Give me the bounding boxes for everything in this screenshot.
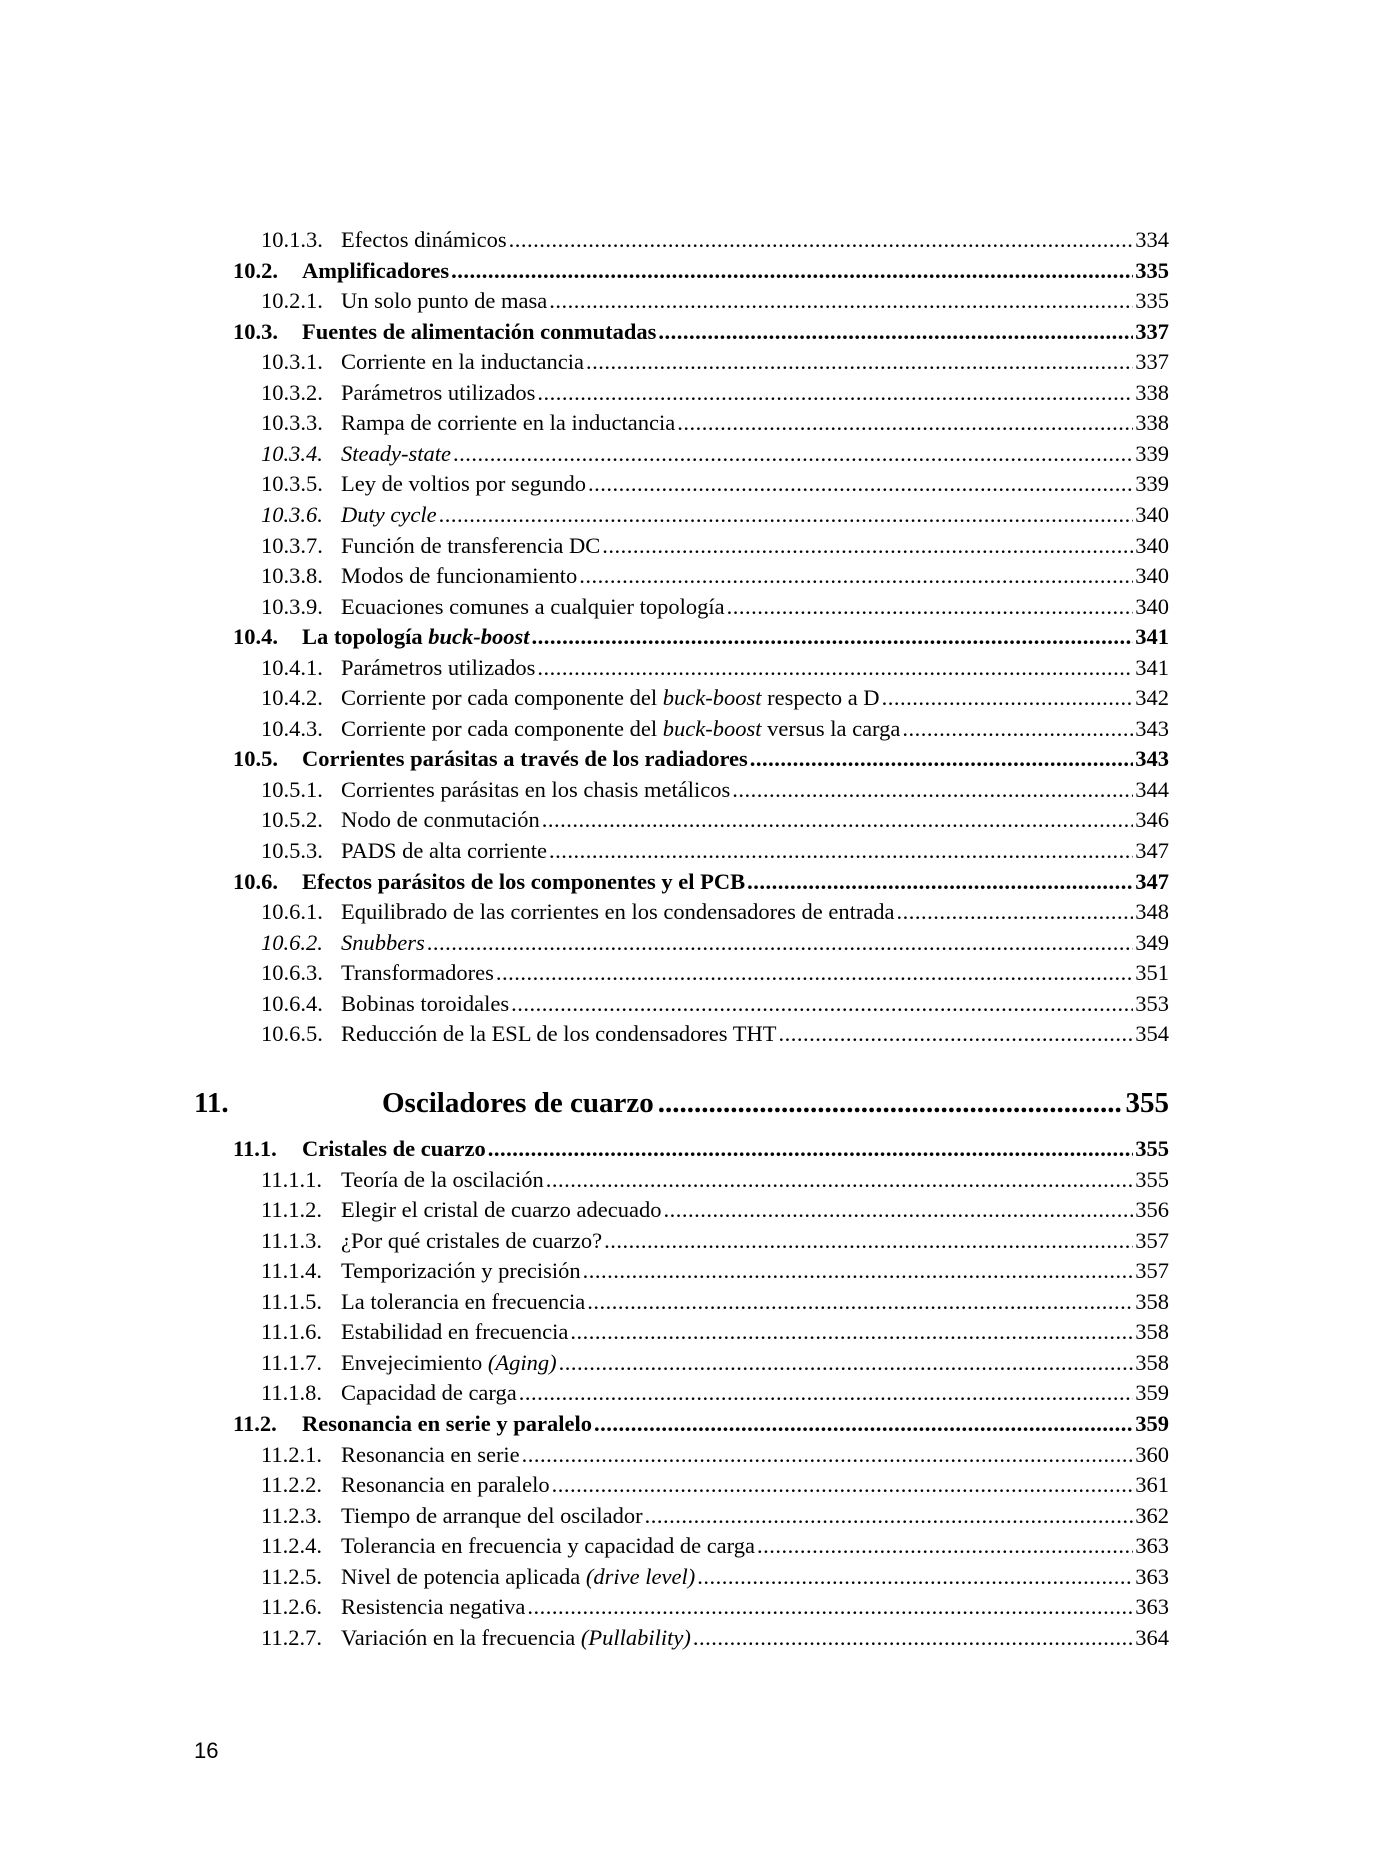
entry-number: 10.3.1.: [261, 349, 323, 375]
toc-subsection-entry: [261, 1562, 1169, 1592]
leader-dots: [537, 653, 1133, 683]
entry-number: 10.3.6.: [261, 501, 323, 527]
entry-number: 10.6.2.: [261, 929, 323, 955]
leader-dots: [522, 1440, 1134, 1470]
entry-number: 10.4.: [233, 624, 278, 650]
entry-number: 10.5.3.: [261, 838, 323, 863]
leader-dots: [897, 897, 1134, 927]
entry-page: 339: [1135, 471, 1169, 497]
chapter-page: 355: [1125, 1087, 1169, 1119]
entry-number: 11.1.7.: [261, 1349, 323, 1375]
entry-page: 353: [1135, 990, 1169, 1016]
entry-number: 10.3.2.: [261, 379, 323, 405]
entry-page: 355: [1135, 1166, 1169, 1192]
leader-dots: [549, 286, 1133, 316]
leader-dots: [693, 1623, 1133, 1653]
entry-title: Función de transferencia DC: [341, 532, 601, 558]
toc-section-entry: [233, 622, 1169, 652]
toc-subsection-entry: [261, 1317, 1169, 1347]
entry-page: 344: [1135, 776, 1169, 802]
entry-title: Modos de funcionamiento: [341, 563, 578, 589]
toc-section-entry: [233, 256, 1169, 286]
entry-title: Resistencia negativa: [341, 1594, 526, 1620]
entry-title: Resonancia en serie: [341, 1441, 520, 1467]
entry-number: 10.1.3.: [261, 227, 323, 252]
entry-number: 10.4.3.: [261, 715, 323, 741]
entry-page: 361: [1135, 1472, 1169, 1498]
entry-page: 357: [1135, 1258, 1169, 1284]
entry-title: ¿Por qué cristales de cuarzo?: [341, 1227, 603, 1253]
entry-title-italic: (Aging): [487, 1349, 557, 1375]
entry-title: Duty cycle: [341, 501, 437, 527]
leader-dots: [658, 317, 1133, 347]
toc-subsection-entry: [261, 347, 1169, 377]
entry-page: 348: [1135, 899, 1169, 925]
toc-subsection-entry: [261, 1531, 1169, 1561]
entry-number: 10.6.3.: [261, 960, 323, 986]
leader-dots: [588, 469, 1133, 499]
entry-number: 11.2.7.: [261, 1624, 323, 1650]
entry-page: 363: [1135, 1533, 1169, 1559]
entry-page: 334: [1135, 227, 1169, 252]
entry-title: PADS de alta corriente: [341, 838, 547, 863]
entry-title: Rampa de corriente en la inductancia: [341, 410, 676, 436]
leader-dots: [902, 714, 1133, 744]
entry-number: 10.3.4.: [261, 440, 323, 466]
toc-subsection-entry: [261, 775, 1169, 805]
leader-dots: [757, 1531, 1133, 1561]
entry-number: 10.3.3.: [261, 410, 323, 436]
entry-title: [341, 1562, 695, 1592]
leader-dots: [583, 1256, 1134, 1286]
entry-page: 340: [1135, 563, 1169, 589]
entry-number: 11.2.2.: [261, 1472, 323, 1498]
leader-dots: [549, 836, 1133, 866]
toc-subsection-entry: [261, 1623, 1169, 1653]
entry-number: 10.5.2.: [261, 807, 323, 833]
entry-title: Ecuaciones comunes a cualquier topología: [341, 593, 725, 619]
toc-subsection-entry: [261, 1440, 1169, 1470]
entry-title: Capacidad de carga: [341, 1380, 517, 1406]
entry-page: 360: [1135, 1441, 1169, 1467]
entry-title-part: Corriente por cada componente del: [341, 715, 663, 741]
entry-number: 10.4.1.: [261, 654, 323, 680]
entry-page: 358: [1135, 1288, 1169, 1314]
entry-number: 11.1.: [233, 1136, 277, 1161]
entry-number: 10.3.: [233, 318, 278, 344]
entry-page: 339: [1135, 440, 1169, 466]
entry-page: 343: [1135, 746, 1169, 772]
entry-page: 338: [1135, 379, 1169, 405]
entry-title: La tolerancia en frecuencia: [341, 1288, 586, 1314]
entry-page: 335: [1135, 257, 1169, 283]
leader-dots: [586, 347, 1133, 377]
entry-number: 11.1.4.: [261, 1258, 323, 1284]
entry-number: 11.2.5.: [261, 1563, 323, 1589]
leader-dots: [697, 1562, 1133, 1592]
toc-subsection-entry: [261, 469, 1169, 499]
toc-subsection-entry: [261, 225, 1169, 255]
toc-subsection-entry: [261, 1378, 1169, 1408]
entry-number: 10.2.1.: [261, 288, 323, 314]
entry-title: Resonancia en serie y paralelo: [302, 1410, 592, 1436]
leader-dots: [587, 1287, 1133, 1317]
entry-page: 355: [1135, 1136, 1169, 1161]
leader-dots: [532, 622, 1134, 652]
toc-section-entry: [233, 1409, 1169, 1439]
entry-title-italic: buck-boost: [662, 715, 762, 741]
entry-number: 11.2.: [233, 1410, 277, 1436]
entry-number: 10.3.5.: [261, 471, 323, 497]
toc-subsection-entry: [261, 836, 1169, 866]
leader-dots: [727, 592, 1134, 622]
entry-title: Tiempo de arranque del oscilador: [341, 1502, 643, 1528]
entry-page: 341: [1135, 624, 1169, 650]
toc-subsection-entry: [261, 897, 1169, 927]
entry-title: Ley de voltios por segundo: [341, 471, 586, 497]
leader-dots: [552, 1470, 1134, 1500]
entry-title: Elegir el cristal de cuarzo adecuado: [341, 1197, 662, 1223]
entry-page: 338: [1135, 410, 1169, 436]
leader-dots: [439, 500, 1134, 530]
entry-number: 10.6.4.: [261, 990, 323, 1016]
entry-page: 340: [1135, 532, 1169, 558]
entry-title: Tolerancia en frecuencia y capacidad de carga: [341, 1533, 755, 1559]
entry-page: 364: [1135, 1624, 1169, 1650]
entry-title-part: respecto a D: [761, 685, 880, 711]
entry-number: 10.2.: [233, 257, 278, 283]
entry-number: 10.5.1.: [261, 776, 323, 802]
entry-title: Equilibrado de las corrientes en los condensadores de entrada: [341, 899, 895, 925]
entry-number: 11.2.6.: [261, 1594, 323, 1620]
leader-dots: [663, 1195, 1133, 1225]
entry-page: 358: [1135, 1349, 1169, 1375]
leader-dots: [594, 1409, 1133, 1439]
entry-title-italic: buck-boost: [662, 685, 762, 711]
page-number: 16: [194, 1738, 219, 1763]
toc-section-entry: [233, 867, 1169, 897]
entry-title: Teoría de la oscilación: [341, 1166, 544, 1192]
leader-dots: [427, 928, 1134, 958]
entry-page: 346: [1135, 807, 1169, 833]
entry-page: 363: [1135, 1594, 1169, 1620]
leader-dots: [604, 1226, 1133, 1256]
toc-subsection-entry: [261, 1226, 1169, 1256]
leader-dots: [882, 683, 1134, 713]
entry-title-part: Envejecimiento: [341, 1349, 488, 1375]
entry-number: 11.1.2.: [261, 1197, 323, 1223]
toc-subsection-entry: [261, 1195, 1169, 1225]
entry-title-part: Variación en la frecuencia: [341, 1624, 581, 1650]
leader-dots: [747, 867, 1133, 897]
toc-subsection-entry: [261, 1256, 1169, 1286]
entry-page: 359: [1135, 1380, 1169, 1406]
toc-subsection-entry: [261, 1470, 1169, 1500]
entry-title: Corrientes parásitas en los chasis metálicos: [341, 776, 731, 802]
leader-dots: [537, 378, 1133, 408]
entry-page: 337: [1135, 318, 1169, 344]
entry-title: Estabilidad en frecuencia: [341, 1319, 569, 1345]
entry-title: [341, 1348, 557, 1378]
leader-dots: [519, 1378, 1134, 1408]
entry-title: Temporización y precisión: [341, 1258, 581, 1284]
entry-page: 362: [1135, 1502, 1169, 1528]
entry-title: [302, 622, 530, 652]
leader-dots: [750, 744, 1133, 774]
toc-subsection-entry: [261, 408, 1169, 438]
entry-page: 335: [1135, 288, 1169, 314]
entry-title: Bobinas toroidales: [341, 990, 510, 1016]
leader-dots: [677, 408, 1133, 438]
toc-subsection-entry: [261, 1501, 1169, 1531]
leader-dots: [559, 1348, 1134, 1378]
entry-title: Nodo de conmutación: [341, 807, 540, 833]
leader-dots: [645, 1501, 1134, 1531]
entry-title: Parámetros utilizados: [341, 654, 536, 680]
leader-dots: [542, 805, 1134, 835]
entry-title: [341, 714, 900, 744]
chapter-title: Osciladores de cuarzo: [382, 1087, 654, 1119]
toc-section-entry: [233, 1134, 1169, 1164]
entry-title: Corrientes parásitas a través de los radiadores: [302, 746, 748, 772]
entry-number: 11.1.6.: [261, 1319, 323, 1345]
entry-title: Cristales de cuarzo: [302, 1136, 486, 1161]
toc-subsection-entry: [261, 1287, 1169, 1317]
entry-page: 351: [1135, 960, 1169, 986]
entry-page: 340: [1135, 501, 1169, 527]
entry-title: Snubbers: [341, 929, 425, 955]
toc-subsection-entry: [261, 714, 1169, 744]
entry-number: 10.3.8.: [261, 563, 323, 589]
toc-subsection-entry: [261, 378, 1169, 408]
entry-number: 11.2.3.: [261, 1502, 323, 1528]
entry-page: 347: [1135, 868, 1169, 894]
entry-number: 11.2.1.: [261, 1441, 323, 1467]
entry-number: 10.3.7.: [261, 532, 323, 558]
entry-page: 359: [1135, 1410, 1169, 1436]
toc-subsection-entry: [261, 1348, 1169, 1378]
leader-dots: [602, 531, 1133, 561]
leader-dots: [527, 1592, 1133, 1622]
entry-page: 356: [1135, 1197, 1169, 1223]
entry-number: 11.1.8.: [261, 1380, 323, 1406]
toc-subsection-entry: [261, 928, 1169, 958]
entry-page: 340: [1135, 593, 1169, 619]
toc-subsection-entry: [261, 958, 1169, 988]
entry-title: Fuentes de alimentación conmutadas: [302, 318, 657, 344]
leader-dots: [779, 1019, 1134, 1049]
toc-subsection-entry: [261, 1019, 1169, 1049]
leader-dots: [451, 256, 1133, 286]
entry-title-italic: (Pullability): [580, 1624, 691, 1650]
toc-subsection-entry: [261, 439, 1169, 469]
toc-subsection-entry: [261, 1592, 1169, 1622]
entry-title: Steady-state: [341, 440, 451, 466]
entry-title-part: versus la carga: [761, 715, 901, 741]
toc-subsection-entry: [261, 286, 1169, 316]
leader-dots: [570, 1317, 1133, 1347]
toc-section-entry: [233, 744, 1169, 774]
entry-page: 349: [1135, 929, 1169, 955]
entry-page: 354: [1135, 1021, 1169, 1047]
leader-dots: [732, 775, 1133, 805]
entry-number: 11.1.5.: [261, 1288, 323, 1314]
leader-dots: [496, 958, 1133, 988]
entry-number: 10.3.9.: [261, 593, 323, 619]
leader-dots: [453, 439, 1133, 469]
entry-title-italic: buck-boost: [428, 624, 530, 650]
toc-subsection-entry: [261, 805, 1169, 835]
entry-page: 358: [1135, 1319, 1169, 1345]
leader-dots: [579, 561, 1133, 591]
entry-title: Efectos dinámicos: [341, 227, 507, 252]
chapter-heading: [194, 1085, 1169, 1121]
entry-number: 10.6.1.: [261, 899, 323, 925]
entry-number: 11.1.1.: [261, 1166, 323, 1192]
entry-page: 357: [1135, 1227, 1169, 1253]
entry-title: Reducción de la ESL de los condensadores THT: [341, 1021, 777, 1047]
entry-title: Efectos parásitos de los componentes y el PCB: [302, 868, 746, 894]
entry-title: Resonancia en paralelo: [341, 1472, 550, 1498]
entry-title: Parámetros utilizados: [341, 379, 536, 405]
leader-dots: [511, 989, 1133, 1019]
toc-section-entry: [233, 317, 1169, 347]
entry-number: 11.1.3.: [261, 1227, 323, 1253]
entry-number: 10.5.: [233, 746, 278, 772]
entry-number: 11.2.4.: [261, 1533, 323, 1559]
entry-title: Amplificadores: [302, 257, 450, 283]
entry-title-part: Nivel de potencia aplicada: [341, 1563, 586, 1589]
entry-number: 10.6.5.: [261, 1021, 323, 1047]
toc-subsection-entry: [261, 1165, 1169, 1195]
toc-subsection-entry: [261, 989, 1169, 1019]
entry-title: Transformadores: [341, 960, 494, 986]
toc-subsection-entry: [261, 653, 1169, 683]
entry-page: 343: [1135, 715, 1169, 741]
entry-title: Un solo punto de masa: [341, 288, 548, 314]
leader-dots: [546, 1165, 1134, 1195]
leader-dots: [658, 1085, 1122, 1121]
entry-number: 10.4.2.: [261, 685, 323, 711]
toc-subsection-entry: [261, 561, 1169, 591]
entry-title-part: La topología: [302, 624, 429, 650]
entry-title-part: Corriente por cada componente del: [341, 685, 663, 711]
chapter-number: 11.: [194, 1087, 229, 1119]
entry-page: 341: [1135, 654, 1169, 680]
toc-subsection-entry: [261, 683, 1169, 713]
entry-page: 347: [1135, 838, 1169, 863]
entry-page: 337: [1135, 349, 1169, 375]
toc-subsection-entry: [261, 592, 1169, 622]
leader-dots: [488, 1134, 1134, 1164]
entry-title: [341, 1623, 691, 1653]
entry-title: Corriente en la inductancia: [341, 349, 585, 375]
toc-subsection-entry: [261, 531, 1169, 561]
entry-number: 10.6.: [233, 868, 278, 894]
leader-dots: [509, 225, 1134, 255]
entry-page: 363: [1135, 1563, 1169, 1589]
toc-subsection-entry: [261, 500, 1169, 530]
entry-title: [341, 683, 880, 713]
entry-title-italic: (drive level): [585, 1563, 696, 1589]
entry-page: 342: [1135, 685, 1169, 711]
